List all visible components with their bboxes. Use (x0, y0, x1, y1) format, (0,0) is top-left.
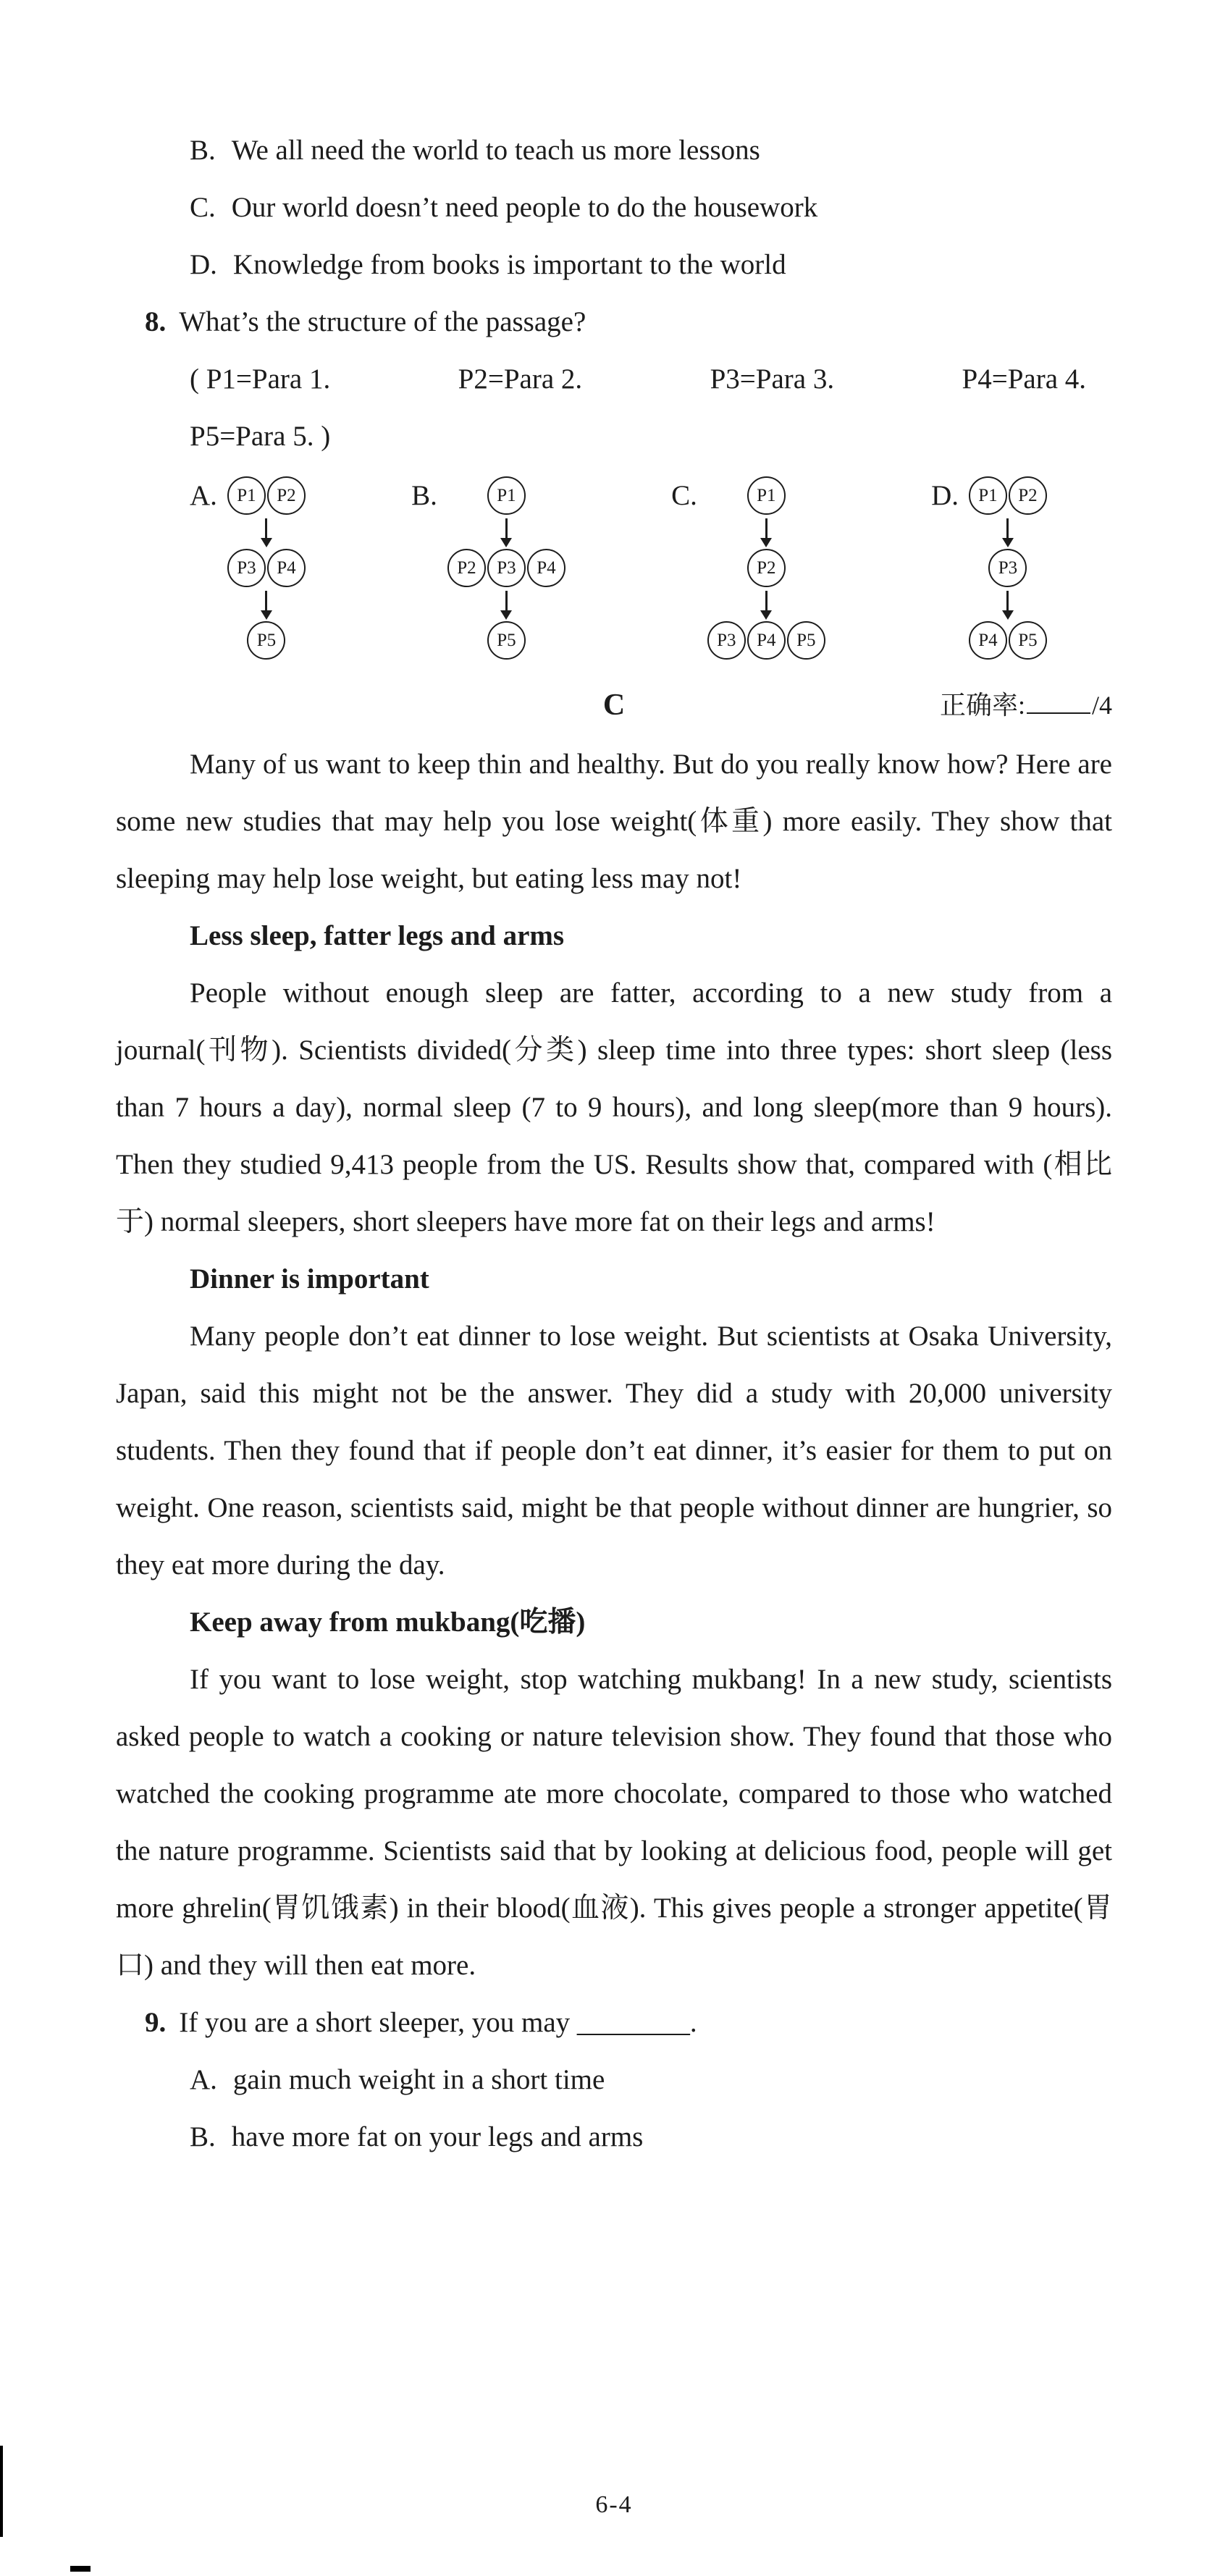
paragraph-node-circle: P4 (527, 549, 565, 587)
page-footer: 6-4 (595, 2491, 633, 2518)
scan-edge-artifact (0, 2446, 3, 2537)
structure-diagrams (116, 465, 1112, 660)
paragraph-node-circle: P3 (707, 621, 746, 660)
q9-option-line (116, 2108, 1112, 2165)
option-label: B. (190, 2121, 216, 2152)
accuracy-label: 正确率: (939, 691, 1025, 720)
option-label: D. (931, 480, 959, 511)
question-text: If you are a short sleeper, you may ________. (179, 2007, 697, 2038)
paragraph-node-circle: P5 (1009, 621, 1047, 660)
diagram-row (707, 621, 825, 660)
section-heading: Keep away from mukbang(吃播) (190, 1607, 586, 1638)
paragraph-node-circle: P2 (447, 549, 486, 587)
diagram-row (747, 549, 786, 587)
section-body: If you want to lose weight, stop watching mukbang! In a new study, scientists asked people to watch a cooking or nature television show. They found that those who watched the cooking programme ate more chocolate, compared to those who watched the nature programme. Scientists said that by looking at delicious food, people will get more ghrelin(胃饥饿素) in their blood(血液). This gives people a stronger appetite(胃口) and they will then eat more. (116, 1664, 1112, 1981)
paragraph-node-circle: P4 (969, 621, 1007, 660)
diagram-option-d (931, 476, 1047, 660)
passage-intro: Many of us want to keep thin and healthy. But do you really know how? Here are some new studies that may help you lose weight(体重) more easily. They show that sleeping may help lose weight, but eating less may not! (116, 749, 1112, 894)
option-text: Knowledge from books is important to the world (232, 249, 786, 280)
question-number: 9. (145, 2007, 167, 2038)
option-label: B. (190, 135, 216, 166)
diagram-option-b (411, 476, 565, 660)
paragraph-node-circle: P5 (247, 621, 285, 660)
question-number: 8. (145, 306, 167, 337)
diagram-row (747, 476, 786, 515)
question-text: What’s the structure of the passage? (179, 306, 586, 337)
paragraph-node-circle: P2 (1009, 476, 1047, 515)
diagram-row (988, 549, 1027, 587)
option-label: C. (190, 192, 216, 223)
section-body: People without enough sleep are fatter, according to a new study from a journal(刊物). Scientists divided(分类) sleep time into three types: short sleep (less than 7 hours a day), normal sleep (7 to 9 hours), and long sleep(more than 9 hours). Then they studied 9,413 people from the US. Results show that, compared with (相比于) normal sleepers, short sleepers have more fat on their legs and arms! (116, 977, 1112, 1237)
accuracy-field (940, 677, 1112, 734)
option-label: D. (190, 249, 217, 280)
diagram-row (227, 476, 306, 515)
legend-item: P2=Para 2. (458, 363, 583, 395)
paragraph-node-circle: P1 (487, 476, 526, 515)
down-arrow-icon (1006, 591, 1009, 611)
paragraph-node-circle: P5 (787, 621, 825, 660)
down-arrow-icon (1006, 518, 1009, 539)
answer-line (116, 677, 1112, 734)
legend-item: ( P1=Para 1. (190, 363, 331, 395)
prev-option-line (116, 236, 1112, 293)
diagram-column (969, 476, 1047, 660)
diagram-row (447, 549, 565, 587)
question-8-line (116, 293, 1112, 350)
page-content (116, 122, 1112, 2165)
diagram-row (969, 621, 1047, 660)
option-text: gain much weight in a short time (232, 2064, 605, 2095)
legend-item: P5=Para 5. ) (190, 421, 331, 452)
section-body: Many people don’t eat dinner to lose weight. But scientists at Osaka University, Japan, said this might not be the answer. They did a study with 20,000 university students. Then they found that if people don’t eat dinner, it’s easier for them to put on weight. One reason, scientists said, might be that people without dinner are hungrier, so they eat more during the day. (116, 1321, 1112, 1580)
paragraph-node-circle: P5 (487, 621, 526, 660)
option-text: We all need the world to teach us more lessons (231, 135, 760, 166)
paragraph-node-circle: P1 (969, 476, 1007, 515)
option-label: A. (190, 480, 217, 511)
option-text: have more fat on your legs and arms (231, 2121, 644, 2152)
down-arrow-icon (765, 591, 768, 611)
option-label: A. (190, 2064, 217, 2095)
down-arrow-icon (765, 518, 768, 539)
prev-option-line (116, 122, 1112, 179)
option-label: C. (671, 480, 697, 511)
diagram-option-c (671, 476, 825, 660)
diagram-row (227, 549, 306, 587)
structure-legend-line-2 (116, 408, 1112, 465)
prev-option-line (116, 179, 1112, 236)
diagram-row (969, 476, 1047, 515)
paragraph-node-circle: P3 (227, 549, 266, 587)
paragraph-node-circle: P1 (747, 476, 786, 515)
diagram-row (247, 621, 285, 660)
down-arrow-icon (505, 518, 508, 539)
legend-item: P3=Para 3. (710, 363, 835, 395)
paragraph-node-circle: P2 (747, 549, 786, 587)
option-text: Our world doesn’t need people to do the housework (231, 192, 818, 223)
paragraph-node-circle: P4 (267, 549, 306, 587)
accuracy-suffix: /4 (1091, 691, 1112, 720)
diagram-option-a (190, 476, 306, 660)
down-arrow-icon (265, 591, 267, 611)
down-arrow-icon (505, 591, 508, 611)
down-arrow-icon (265, 518, 267, 539)
legend-item: P4=Para 4. (962, 363, 1086, 395)
accuracy-blank (1027, 691, 1090, 714)
structure-legend-line-1 (116, 350, 1112, 408)
diagram-column (447, 476, 565, 660)
q9-option-line (116, 2051, 1112, 2108)
paragraph-node-circle: P1 (227, 476, 266, 515)
diagram-row (487, 476, 526, 515)
section-heading: Dinner is important (190, 1263, 429, 1295)
paragraph-node-circle: P3 (988, 549, 1027, 587)
option-label: B. (411, 480, 437, 511)
diagram-column (227, 476, 306, 660)
paragraph-node-circle: P2 (267, 476, 306, 515)
paragraph-node-circle: P3 (487, 549, 526, 587)
diagram-column (707, 476, 825, 660)
paragraph-node-circle: P4 (747, 621, 786, 660)
scan-edge-artifact (70, 2566, 91, 2572)
diagram-row (487, 621, 526, 660)
answer-letter: C (602, 689, 626, 722)
question-9-line (116, 1994, 1112, 2051)
section-heading: Less sleep, fatter legs and arms (190, 920, 565, 951)
